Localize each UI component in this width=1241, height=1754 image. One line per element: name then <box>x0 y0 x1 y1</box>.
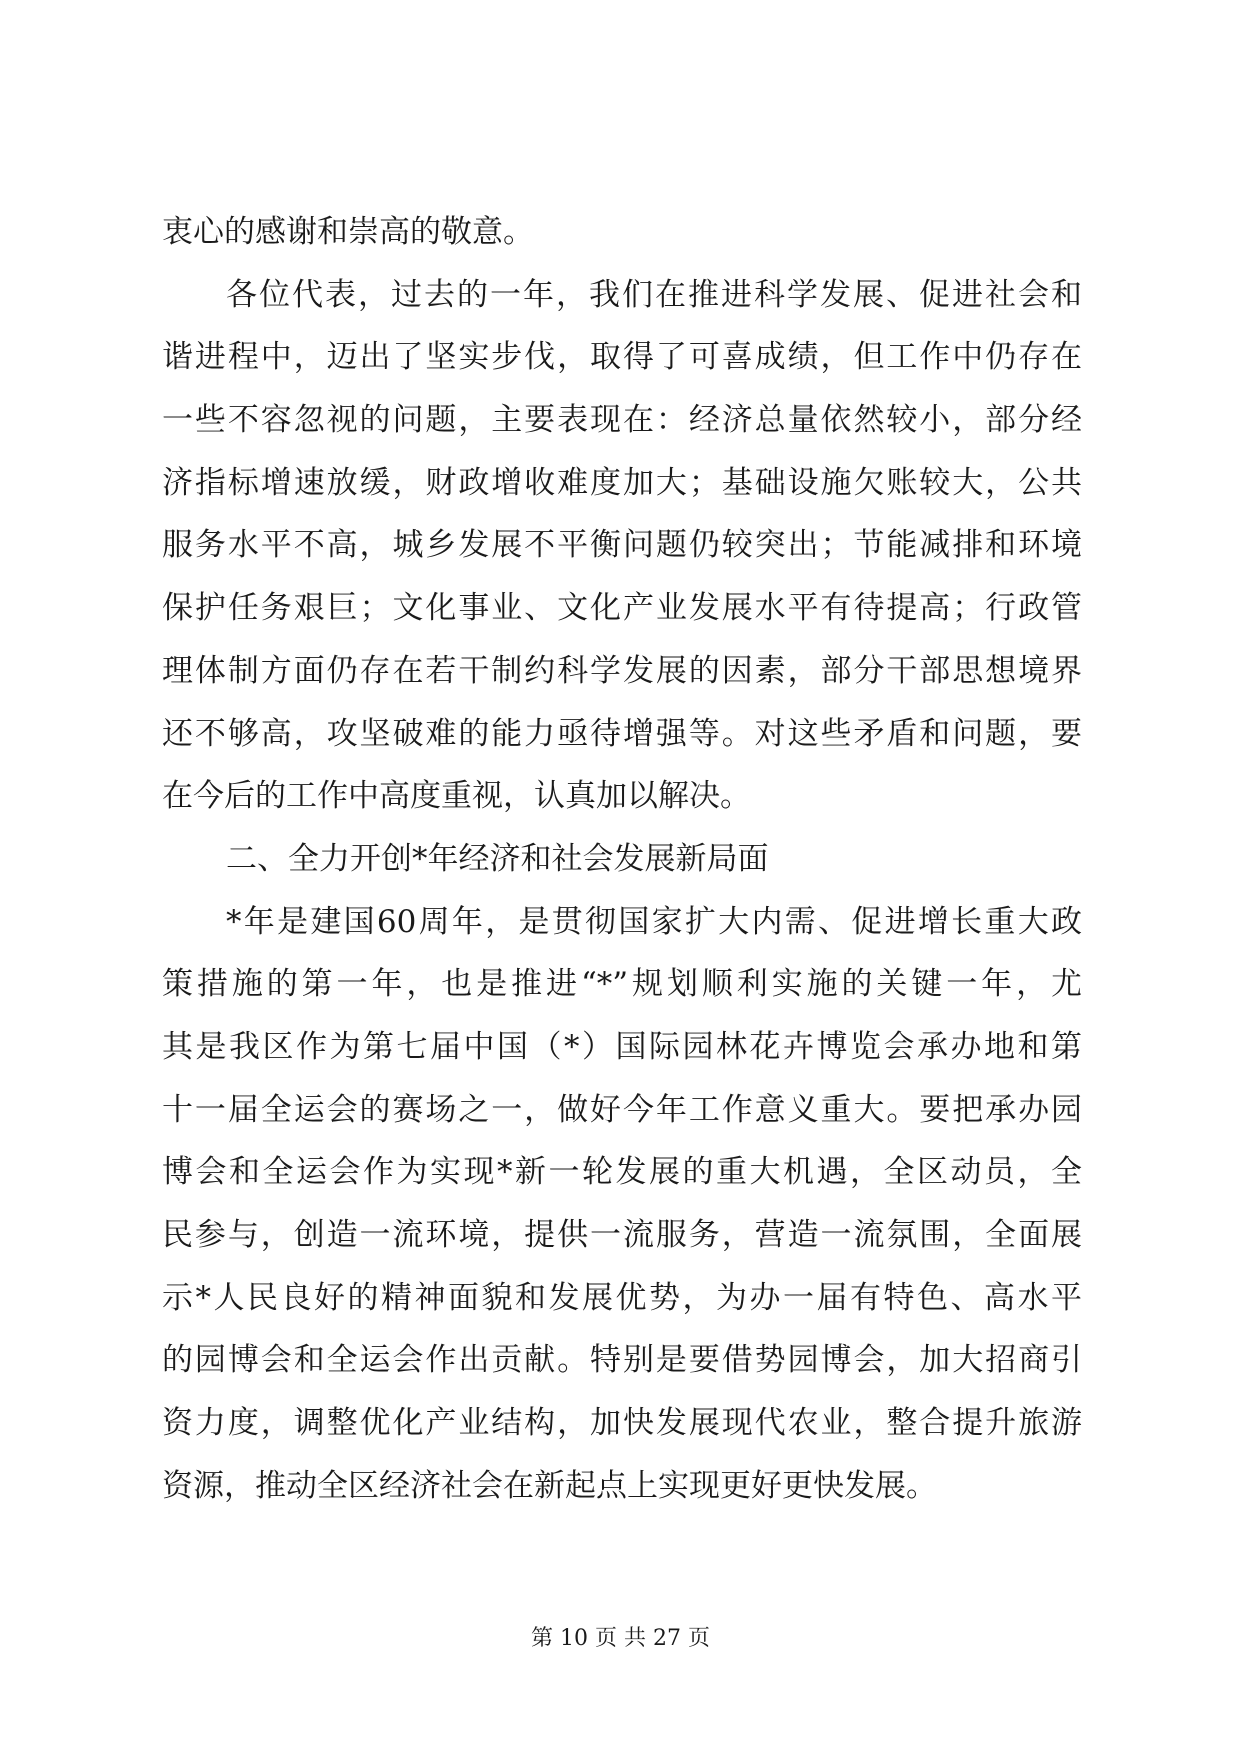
paragraph-line: 理体制方面仍存在若干制约科学发展的因素，部分干部思想境界 <box>162 652 1082 689</box>
page-number-footer: 第 10 页 共 27 页 <box>531 1626 710 1651</box>
paragraph-line: 一些不容忽视的问题，主要表现在：经济总量依然较小，部分经 <box>162 402 1082 439</box>
paragraph-line: 博会和全运会作为实现*新一轮发展的重大机遇，全区动员，全 <box>162 1154 1082 1191</box>
paragraph-line: 在今后的工作中高度重视，认真加以解决。 <box>162 778 751 815</box>
paragraph-line: 示*人民良好的精神面貌和发展优势，为办一届有特色、高水平 <box>162 1279 1082 1316</box>
paragraph-line: 服务水平不高，城乡发展不平衡问题仍较突出；节能减排和环境 <box>162 527 1082 564</box>
paragraph-line: 济指标增速放缓，财政增收难度加大；基础设施欠账较大，公共 <box>162 464 1082 501</box>
paragraph-line: 还不够高，攻坚破难的能力亟待增强等。对这些矛盾和问题，要 <box>162 715 1082 752</box>
document-body <box>162 201 1082 1517</box>
paragraph-line: 十一届全运会的赛场之一，做好今年工作意义重大。要把承办园 <box>162 1091 1082 1128</box>
section-heading: 二、全力开创*年经济和社会发展新局面 <box>226 840 769 877</box>
paragraph-line: 资力度，调整优化产业结构，加快发展现代农业，整合提升旅游 <box>162 1405 1082 1442</box>
paragraph-line: *年是建国60周年，是贯彻国家扩大内需、促进增长重大政 <box>226 903 1082 940</box>
paragraph-line: 保护任务艰巨；文化事业、文化产业发展水平有待提高；行政管 <box>162 590 1082 627</box>
paragraph-line: 谐进程中，迈出了坚实步伐，取得了可喜成绩，但工作中仍存在 <box>162 339 1082 376</box>
paragraph-line: 各位代表，过去的一年，我们在推进科学发展、促进社会和 <box>226 276 1082 313</box>
paragraph-line: 民参与，创造一流环境，提供一流服务，营造一流氛围，全面展 <box>162 1217 1082 1253</box>
paragraph-line: 策措施的第一年，也是推进“*”规划顺利实施的关键一年，尤 <box>162 966 1082 1003</box>
paragraph-line: 衷心的感谢和崇高的敬意。 <box>162 214 534 250</box>
paragraph-line: 的园博会和全运会作出贡献。特别是要借势园博会，加大招商引 <box>162 1342 1082 1379</box>
paragraph-line: 资源，推动全区经济社会在新起点上实现更好更快发展。 <box>162 1467 937 1504</box>
paragraph-line: 其是我区作为第七届中国（*）国际园林花卉博览会承办地和第 <box>162 1028 1082 1065</box>
